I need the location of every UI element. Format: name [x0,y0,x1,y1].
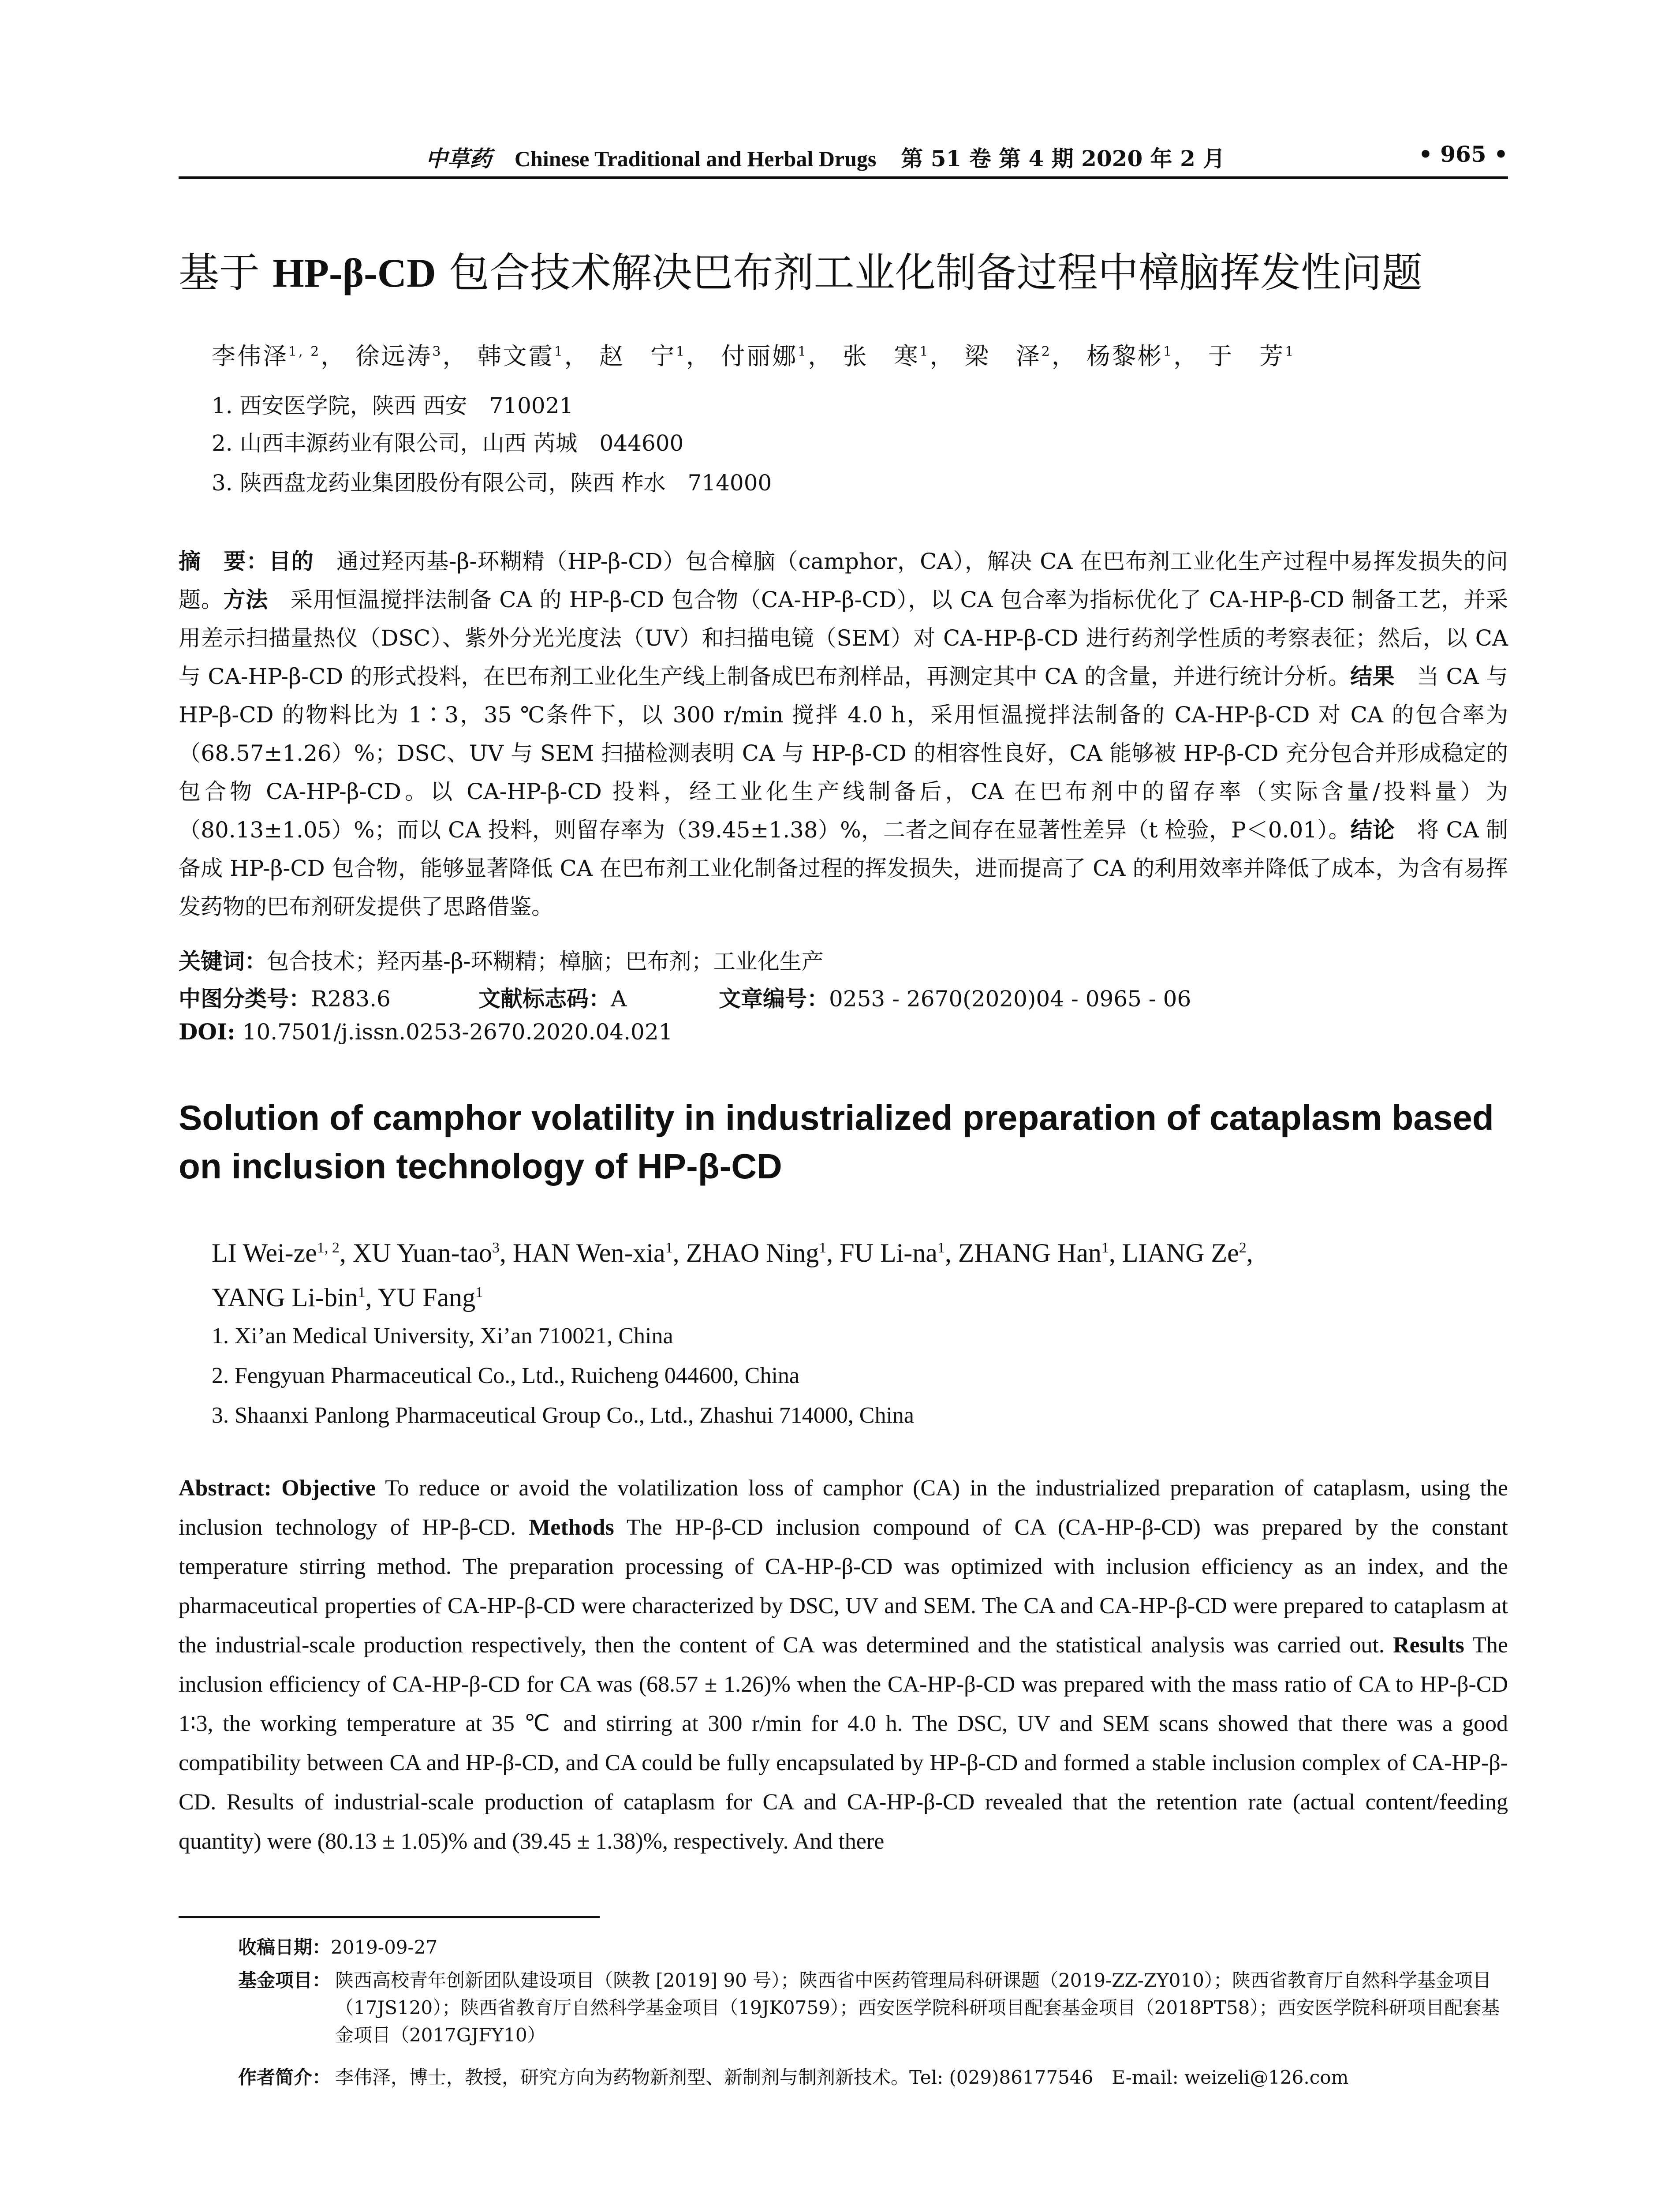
results-text: 当 CA 与 HP-β-CD 的物料比为 1∶3，35 ℃条件下，以 300 r/min 搅拌 4.0 h，采用恒温搅拌法制备的 CA-HP-β-CD 对 CA 的包合率为（68.57±1.26）%；DSC、UV 与 SEM 扫描检测表明 CA 与 HP-β-CD 的相容性良好，CA 能够被 HP-β-CD 充分包合并形成稳定的包合物 CA-HP-β-CD。以 CA-HP-β-CD 投料，经工业化生产线制备后，CA 在巴布剂中的留存率（实际含量/投料量）为（80.13±1.05）%；而以 CA 投料，则留存率为（39.45±1.38）%，二者之间存在显著性差异（t 检验，P＜0.01）。 [179,664,1508,843]
author-bio-text: 李伟泽，博士，教授，研究方向为药物新剂型、新制剂与制剂新技术。Tel: (029)86177546 E-mail: weizeli@126.com [335,2067,1349,2088]
doc-value: A [611,986,627,1012]
affiliation-en: 2. Fengyuan Pharmaceutical Co., Ltd., Ruicheng 044600, China [212,1363,799,1388]
page-number: • 965 • [1418,141,1508,167]
methods-text: 采用恒温搅拌法制备 CA 的 HP-β-CD 包合物（CA-HP-β-CD），以 CA 包合率为指标优化了 CA-HP-β-CD 制备工艺，并采用差示扫描量热仪（DSC）、紫外分光光度法（UV）和扫描电镜（SEM）对 CA-HP-β-CD 进行药剂学性质的考察表征；然后，以 CA 与 CA-HP-β-CD 的形式投料，在巴布剂工业化生产线上制备成巴布剂样品，再测定其中 CA 的含量，并进行统计分析。 [179,587,1508,689]
author-aff: 1 [665,1240,673,1256]
fund-text: 陕西高校青年创新团队建设项目（陕教 [2019] 90 号）；陕西省中医药管理局科研课题（2019-ZZ-ZY010）；陕西省教育厅自然科学基金项目（17JS120）；陕西省教育厅自然科学基金项目（19JK0759）；西安医学院科研项目配套基金项目（2018PT58）；西安医学院科研项目配套基金项目（2017GJFY10） [335,1970,1500,2046]
author-en: FU Li-na [840,1238,937,1267]
author-en: XU Yuan-tao [352,1238,492,1267]
author-aff: 1 [937,1240,945,1256]
author-aff: 1 [919,344,930,359]
author-en: YU Fang [377,1283,476,1312]
running-header [179,137,1508,176]
author-en: LIANG Ze [1122,1238,1239,1267]
author-aff: 3 [432,344,443,359]
author-aff: 1 [1101,1240,1109,1256]
received-value: 2019-09-27 [331,1936,438,1958]
received-date [238,1934,437,1961]
objective-text-en: To reduce or avoid the volatilization loss of camphor (CA) in the industrialized preparation of cataplasm, using the inclusion technology of HP-β-CD. [179,1476,1508,1540]
abstract-cn-label: 摘 要： [179,549,269,574]
journal-citation [426,141,1225,173]
affiliation-en: 3. Shaanxi Panlong Pharmaceutical Group Co., Ltd., Zhashui 714000, China [212,1403,914,1428]
author-aff: 1, 2 [288,344,321,359]
journal-issue: 第 51 卷 第 4 期 2020 年 2 月 [901,146,1225,172]
objective-text: 通过羟丙基-β-环糊精（HP-β-CD）包合樟脑（camphor，CA），解决 CA 在巴布剂工业化生产过程中易挥发损失的问题。 [179,549,1508,613]
objective-label: 目的 [269,549,314,574]
doi-value: 10.7501/j.issn.0253-2670.2020.04.021 [235,1019,673,1045]
results-label: 结果 [1350,664,1395,689]
author-cn: 梁 泽 [964,342,1042,370]
methods-label: 方法 [223,587,269,613]
author-cn: 张 寒 [843,342,920,370]
author-aff: 1 [1163,344,1174,359]
authors-cn: 李伟泽$^{1, 2}$， 徐远涛$^3$， 韩文霞$^1$， 赵 宁$^1$， 付丽娜$^1$， 张 寒$^1$， 梁 泽$^2$， 杨黎彬$^1$， 于 芳$^1$ [212,342,1295,370]
author-aff: 1 [358,1284,366,1301]
journal-logo: 中草药 [426,146,492,172]
author-cn: 于 芳 [1208,342,1285,370]
affiliation-cn: 2. 山西丰源药业有限公司，山西 芮城 044600 [212,430,684,456]
clc-value: R283.6 [311,986,391,1012]
abstract-cn [179,542,1508,926]
abstract-en-label: Abstract: [179,1476,272,1501]
keywords-label: 关键词： [179,949,267,974]
classification [179,981,391,1013]
author-en: HAN Wen-xia [512,1238,665,1267]
title-cn-bold: HP-β-CD [273,250,436,295]
title-en: Solution of camphor volatility in industrialized preparation of cataplasm based on inclusion technology of HP-β-CD [179,1098,1494,1186]
author-en: ZHAO Ning [686,1238,819,1267]
author-aff: 1 [554,344,564,359]
fund-label-text: 基金项目： [238,1970,331,1991]
author-en: YANG Li-bin [212,1283,358,1312]
affiliation-cn: 1. 西安医学院，陕西 西安 710021 [212,393,574,419]
results-label-en: Results [1393,1633,1464,1658]
author-cn: 徐远涛 [355,342,433,370]
author-aff: 1 [676,344,687,359]
fund-label [238,1967,331,1994]
author-aff: 1 [798,344,808,359]
authors-en: LI Wei-ze$^{1, 2}$, XU Yuan-tao$^3$, HAN Wen-xia$^1$, ZHAO Ning$^1$, FU $Li-na^1$, ZHANG Han$^1$, LIANG Ze$^2$, YANG Li-bin$^1$, YU Fang$^1$ [212,1238,1253,1312]
journal-name: Chinese Traditional and Herbal Drugs [514,146,877,171]
author-aff: 1 [475,1284,483,1301]
author-cn: 杨黎彬 [1086,342,1164,370]
clc-label: 中图分类号： [179,986,311,1012]
footnote-rule [179,1916,600,1918]
article-number [719,981,1191,1013]
author-aff: 2 [1041,344,1052,359]
keywords-text: 包合技术；羟丙基-β-环糊精；樟脑；巴布剂；工业化生产 [267,949,824,974]
title-cn-pre: 基于 [179,249,273,296]
author-bio-label [238,2064,331,2091]
author-en: LI Wei-ze [212,1238,317,1267]
received-label: 收稿日期： [238,1936,331,1958]
author-cn: 赵 宁 [599,342,676,370]
author-aff: 3 [492,1240,500,1256]
title-cn-post: 包合技术解决巴布剂工业化制备过程中樟脑挥发性问题 [436,249,1422,296]
title-cn [179,240,1422,299]
author-en: ZHANG Han [958,1238,1101,1267]
abstract-en [179,1469,1508,1861]
doi-label: DOI: [179,1019,235,1045]
keywords [179,944,824,975]
author-aff: 1 [819,1240,827,1256]
author-cn: 韩文霞 [477,342,554,370]
results-text-en: The inclusion efficiency of CA-HP-β-CD for CA was (68.57 ± 1.26)% when the CA-HP-β-CD was prepared with the mass ratio of CA to HP-β-CD 1∶3, the working temperature at 35 ℃ and stirring at 300 r/min for 4.0 h. The DSC, UV and SEM scans showed that there was a good compatibility between CA and HP-β-CD, and CA could be fully encapsulated by HP-β-CD and formed a stable inclusion complex of CA-HP-β-CD. Results of industrial-scale production of cataplasm for CA and CA-HP-β-CD revealed that the retention rate (actual content/feeding quantity) were (80.13 ± 1.05)% and (39.45 ± 1.38)%, respectively. And there [179,1633,1508,1854]
doi [179,1019,672,1045]
affiliation-en: 1. Xi’an Medical University, Xi’an 710021, China [212,1323,673,1349]
conclusion-label: 结论 [1350,817,1395,843]
author-cn: 付丽娜 [721,342,798,370]
author-bio-label-text: 作者简介： [238,2067,331,2088]
author-aff: 1 [1285,344,1295,359]
author-aff: 1, 2 [317,1240,340,1256]
doc-code [478,981,627,1013]
methods-label-en: Methods [529,1515,614,1540]
author-aff: 2 [1239,1240,1247,1256]
author-cn: 李伟泽 [212,342,288,370]
methods-text-en: The HP-β-CD inclusion compound of CA (CA-HP-β-CD) was prepared by the constant temperature stirring method. The preparation processing of CA-HP-β-CD was optimized with inclusion efficiency as an index, and the pharmaceutical properties of CA-HP-β-CD were characterized by DSC, UV and SEM. The CA and CA-HP-β-CD were prepared to cataplasm at the industrial-scale production respectively, then the content of CA was determined and the statistical analysis was carried out. [179,1515,1508,1658]
art-label: 文章编号： [719,986,829,1012]
doc-label: 文献标志码： [478,986,611,1012]
objective-label-en: Objective [281,1476,376,1501]
affiliation-cn: 3. 陕西盘龙药业集团股份有限公司，陕西 柞水 714000 [212,470,772,496]
header-rule [179,176,1508,179]
art-value: 0253 - 2670(2020)04 - 0965 - 06 [829,986,1191,1012]
conclusion-text: 将 CA 制备成 HP-β-CD 包合物，能够显著降低 CA 在巴布剂工业化制备过程的挥发损失，进而提高了 CA 的利用效率并降低了成本，为含有易挥发药物的巴布剂研发提供了思路借鉴。 [179,817,1508,919]
